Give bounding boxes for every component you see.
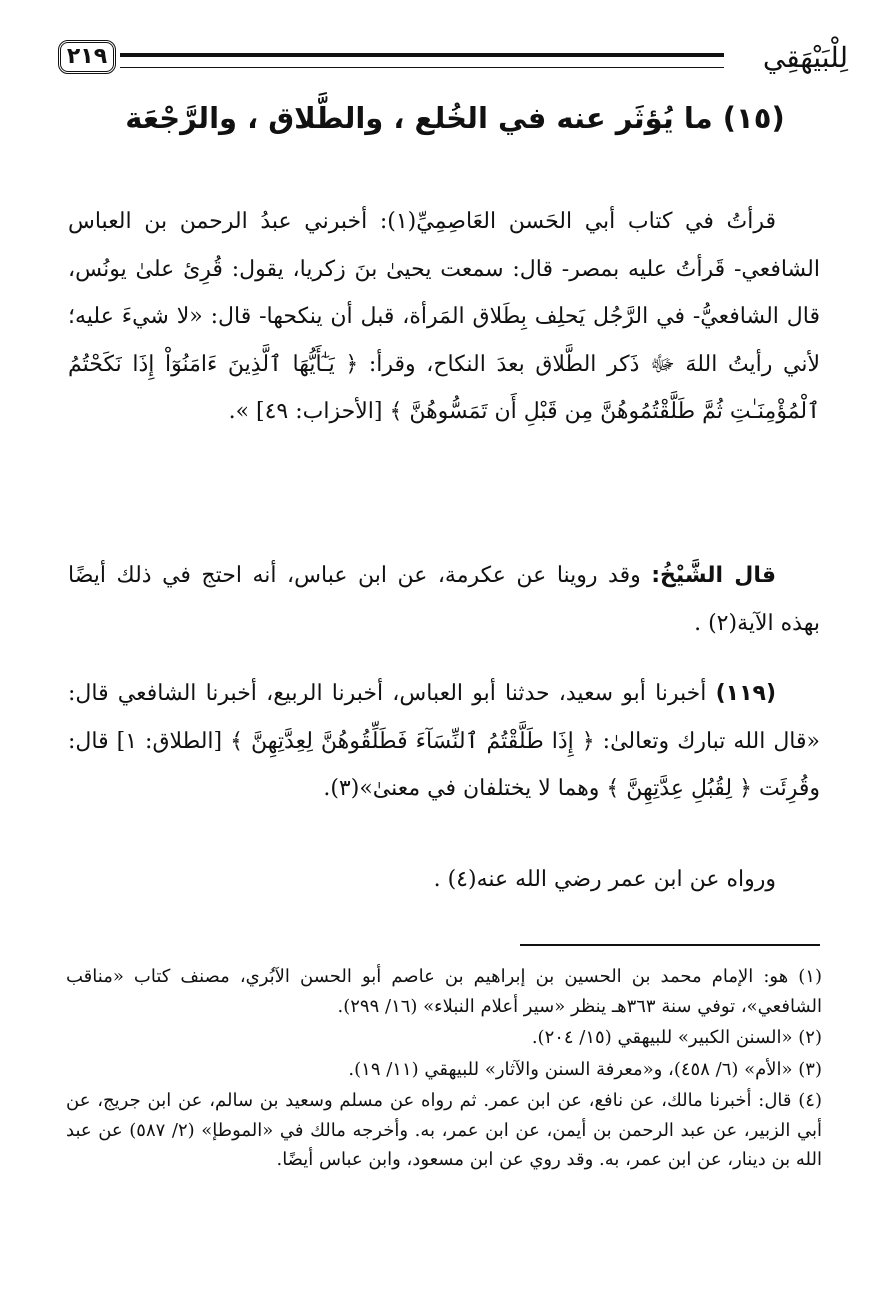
footnote-4: (٤) قال: أخبرنا مالك، عن نافع، عن ابن عمر. ثم رواه عن مسلم وسعيد بن سالم، عن ابن جريج، عن أبي الزبير، عن عبد الرحمن بن أيمن، عن ابن عمر، به. وأخرجه مالك في «الموطإ» (٢/ ٥٨٧) عن عبد الله بن دينار، عن ابن عمر، به. وقد روي عن ابن مسعود، وابن عباس أيضًا.	[66, 1090, 823, 1170]
paragraph-4-text: ورواه عن ابن عمر رضي الله عنه(٤) .	[433, 867, 776, 892]
header-rule	[120, 53, 724, 68]
paragraph-3	[68, 670, 820, 813]
paragraph-2-text: وقد روينا عن عكرمة، عن ابن عباس، أنه احتج في ذلك أيضًا بهذه الآية(٢) .	[68, 563, 820, 636]
footnote-separator	[520, 944, 820, 946]
section-heading: (١٥) ما يُؤثَر عنه في الخُلع ، والطَّلاق ، والرَّجْعَة	[125, 101, 785, 135]
paragraph-3-text: أخبرنا أبو سعيد، حدثنا أبو العباس، أخبرنا الربيع، أخبرنا الشافعي قال: «قال الله تبارك وتعالىٰ: ﴿ إِذَا طَلَّقْتُمُ ٱلنِّسَآءَ فَطَلِّقُوهُنَّ لِعِدَّتِهِنَّ ﴾ [الطلاق: ١] قال: وقُرِئَت ﴿ لِقُبُلِ عِدَّتِهِنَّ ﴾ وهما لا يختلفان في معنىٰ»(٣).	[68, 681, 820, 801]
page-header	[58, 38, 848, 82]
footnote-3: (٣) «الأم» (٦/ ٤٥٨)، و«معرفة السنن والآثار» للبيهقي (١١/ ١٩).	[348, 1058, 822, 1080]
footnote-2: (٢) «السنن الكبير» للبيهقي (١٥/ ٢٠٤).	[531, 1027, 822, 1048]
paragraph-1-text: قرأتُ في كتاب أبي الحَسن العَاصِمِيِّ(١): أخبرني عبدُ الرحمن بن العباس الشافعي- قَرأتُ عليه بمصر- قال: سمعت يحيىٰ بنَ زكريا، يقول: قُرِئ علىٰ يونُس، قال الشافعيُّ- في الرَّجُل يَحلِف بِطَلاق المَرأة، قبل أن ينكحها- قال: «لا شيءَ عليه؛ لأني رأيتُ اللهَ ﷻ ذَكر الطَّلاق بعدَ النكاح، وقرأ: ﴿ يَـٰٓأَيُّهَا ٱلَّذِينَ ءَامَنُوٓاْ إِذَا نَكَحْتُمُ ٱلْمُؤْمِنَـٰتِ ثُمَّ طَلَّقْتُمُوهُنَّ مِن قَبْلِ أَن تَمَسُّوهُنَّ ﴾ [الأحزاب: ٤٩] ».	[68, 209, 820, 424]
paragraph-2-label: قال الشَّيْخُ:	[651, 563, 777, 588]
footnote-1: (١) هو: الإمام محمد بن الحسين بن إبراهيم بن عاصم أبو الحسن الآبُري، مصنف كتاب «مناقب الشافعي»، توفي سنة ٣٦٣هـ ينظر «سير أعلام النبلاء» (١٦/ ٢٩٩).	[66, 966, 822, 1017]
narration-number: (١١٩)	[715, 681, 776, 706]
paragraph-4	[68, 856, 820, 904]
footnotes	[66, 962, 822, 1177]
running-title: لِلْبَيْهَقِي	[762, 41, 848, 74]
page-number: ٢١٩	[58, 40, 116, 74]
paragraph-1	[68, 198, 820, 436]
paragraph-2	[68, 552, 820, 647]
